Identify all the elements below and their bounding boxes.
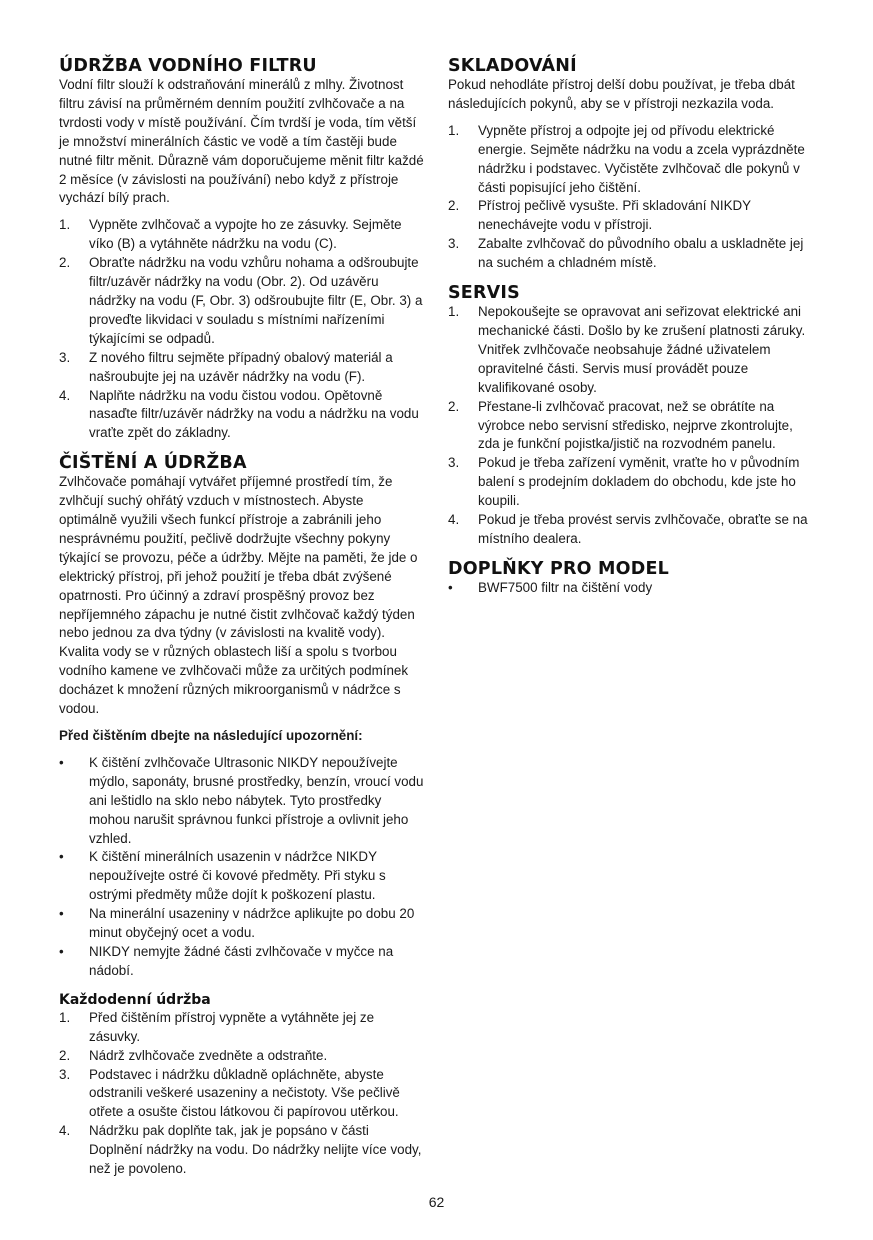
list-number: 1. — [59, 217, 71, 233]
left-column — [59, 56, 425, 1179]
page-number: 62 — [428, 1194, 445, 1210]
list-number: 1. — [59, 1009, 71, 1025]
list-text: Pokud je třeba provést servis zvlhčovače, obraťte se na místního dealera. — [478, 512, 808, 546]
list-item — [59, 848, 425, 905]
list-item — [59, 349, 425, 387]
list-item — [448, 303, 814, 398]
list-item — [59, 1009, 425, 1047]
bullet: • — [59, 943, 64, 959]
list-item — [59, 1066, 425, 1123]
list-text: NIKDY nemyjte žádné části zvlhčovače v myčce na nádobí. — [89, 943, 394, 978]
right-column — [448, 56, 814, 598]
list-text: Naplňte nádržku na vodu čistou vodou. Opětovně nasaďte filtr/uzávěr nádržky na vodu a nádržku na vodu vraťte zpět do základny. — [89, 387, 419, 441]
filter-section-title: ÚDRŽBA VODNÍHO FILTRU — [59, 56, 317, 76]
list-text: Vypněte zvlhčovač a vypojte ho ze zásuvky. Sejměte víko (B) a vytáhněte nádržku na vodu (C). — [89, 217, 402, 252]
list-number: 2. — [448, 198, 460, 214]
filter-intro: Vodní filtr slouží k odstraňování minerálů z mlhy. Životnost filtru závisí na průměrném denním použití zvlhčovače a na tvrdosti vody v místě používání. Čím tvrdší je voda, tím větší je množství minerálních částic ve vodě a tím častěji bude nutné filtr měnit. Důrazně vám doporučujeme měnit filtr každé 2 měsíce (v závislosti na používání) nebo když z přístroje vychází bílý prach. — [59, 77, 424, 206]
storage-intro: Pokud nehodláte přístroj delší dobu používat, je třeba dbát následujících pokynů, aby se v přístroji nezkazila voda. — [448, 77, 795, 111]
list-number: 4. — [59, 1123, 71, 1139]
list-text: Vypněte přístroj a odpojte jej od přívodu elektrické energie. Sejměte nádržku na vodu a zcela vyprázdněte nádržku i podstavec. Vyčistěte zvlhčovač dle pokynů v části popisující jeho čištění. — [478, 122, 805, 195]
list-text: Nepokoušejte se opravovat ani seřizovat elektrické ani mechanické části. Došlo by ke zrušení platnosti záruky. Vnitřek zvlhčovače neobsahuje žádné uživatelem opravitelné části. Servis musí provádět pouze kvalifikované osoby. — [478, 304, 806, 395]
list-item — [448, 579, 814, 598]
list-number: 2. — [448, 398, 460, 414]
list-number: 4. — [59, 387, 71, 403]
cleaning-section-title: ČIŠTĚNÍ A ÚDRŽBA — [59, 453, 247, 474]
list-item — [59, 254, 425, 349]
list-number: 3. — [448, 236, 460, 252]
bullet: • — [59, 849, 64, 865]
list-text: Přístroj pečlivě vysušte. Při skladování NIKDY nenechávejte vodu v přístroji. — [478, 198, 751, 233]
list-text: K čištění minerálních usazenin v nádržce NIKDY nepoužívejte ostré či kovové předměty. Při styku s ostrými předměty může dojít k poškození plastu. — [89, 849, 386, 903]
storage-section-title: SKLADOVÁNÍ — [448, 56, 577, 76]
list-item — [59, 1122, 425, 1179]
list-number: 2. — [59, 255, 71, 271]
list-text: K čištění zvlhčovače Ultrasonic NIKDY nepoužívejte mýdlo, saponáty, brusné prostředky, benzín, vroucí vodu ani leštidlo na sklo nebo nábytek. Tyto prostředky mohou narušit správnou funkci přístroje a ovlivnit jeho vzhled. — [89, 754, 424, 846]
list-text: Obraťte nádržku na vodu vzhůru nohama a odšroubujte filtr/uzávěr nádržky na vodu (Obr. 2). Od uzávěru nádržky na vodu (F, Obr. 3) odšroubujte filtr (E, Obr. 3) a proveďte likvidaci v souladu s místními nařízeními týkajícími se odpadů. — [89, 255, 423, 346]
list-number: 3. — [448, 455, 460, 471]
list-item — [448, 398, 814, 455]
cleaning-bullets-list — [59, 754, 425, 981]
service-steps-list — [448, 303, 814, 549]
list-number: 4. — [448, 512, 460, 528]
list-item — [448, 511, 814, 549]
list-number: 1. — [448, 122, 460, 138]
service-section-title: SERVIS — [448, 283, 520, 304]
list-text: Před čištěním přístroj vypněte a vytáhněte jej ze zásuvky. — [89, 1009, 375, 1044]
bullet: • — [59, 754, 64, 770]
daily-steps-list — [59, 1009, 425, 1179]
list-text: Nádrž zvlhčovače zvedněte a odstraňte. — [89, 1047, 328, 1063]
cleaning-warning-heading: Před čištěním dbejte na následující upozornění: — [59, 728, 363, 743]
list-item — [448, 235, 814, 273]
list-text: Zabalte zvlhčovač do původního obalu a uskladněte jej na suchém a chladném místě. — [478, 236, 804, 271]
list-text: BWF7500 filtr na čištění vody — [478, 579, 653, 595]
list-number: 3. — [59, 1066, 71, 1082]
list-number: 2. — [59, 1047, 71, 1063]
accessories-section-title: DOPLŇKY PRO MODEL — [448, 558, 669, 579]
list-text: Na minerální usazeniny v nádržce aplikujte po dobu 20 minut obyčejný ocet a vodu. — [89, 906, 415, 941]
list-item — [59, 216, 425, 254]
bullet: • — [59, 906, 64, 922]
bullet: • — [448, 579, 453, 595]
list-text: Podstavec i nádržku důkladně opláchněte, abyste odstranili veškeré usazeniny a nečistoty. Vše pečlivě otřete a osušte čistou látkovou či papírovou utěrkou. — [89, 1066, 400, 1120]
list-item — [59, 1047, 425, 1066]
accessories-list — [448, 579, 814, 598]
list-item — [448, 122, 814, 198]
list-item — [59, 943, 425, 981]
list-text: Z nového filtru sejměte případný obalový materiál a našroubujte jej na uzávěr nádržky na vodu (F). — [89, 349, 393, 384]
list-number: 1. — [448, 304, 460, 320]
list-text: Pokud je třeba zařízení vyměnit, vraťte ho v původním balení s prodejním dokladem do obchodu, kde jste ho koupili. — [478, 455, 800, 509]
filter-steps-list — [59, 216, 425, 443]
list-number: 3. — [59, 349, 71, 365]
list-item — [59, 387, 425, 444]
storage-steps-list — [448, 122, 814, 273]
list-item — [448, 197, 814, 235]
list-item — [59, 905, 425, 943]
list-text: Nádržku pak doplňte tak, jak je popsáno v části Doplnění nádržky na vodu. Do nádržky nelijte více vody, než je povoleno. — [89, 1123, 422, 1177]
cleaning-intro: Zvlhčovače pomáhají vytvářet příjemné prostředí tím, že zvlhčují suchý ohřátý vzduch v místnostech. Abyste optimálně využili všech funkcí přístroje a zabránili jeho nesprávnému použití, pečlivě dodržujte všechny pokyny týkající se provozu, péče a údržby. Mějte na paměti, že jde o elektrický přístroj, při jehož použití je třeba dbát zvýšené opatrnosti. Pro účinný a zdraví prospěšný provoz bez nepříjemného zápachu je nutné čistit zvlhčovač každý týden nebo jednou za dva týdny (v závislosti na kvalitě vody). Kvalita vody se v různých oblastech liší a spolu s tvorbou vodního kamene ve zvlhčovači může za určitých podmínek docházet k množení různých mikroorganismů v nádržce s vodou. — [59, 474, 418, 717]
daily-maintenance-title: Každodenní údržba — [59, 991, 211, 1008]
list-item — [59, 754, 425, 849]
list-item — [448, 454, 814, 511]
list-text: Přestane-li zvlhčovač pracovat, než se obrátíte na výrobce nebo servisní středisko, nejprve zkontrolujte, zda je funkční pojistka/jistič na rozvodném panelu. — [478, 398, 793, 452]
